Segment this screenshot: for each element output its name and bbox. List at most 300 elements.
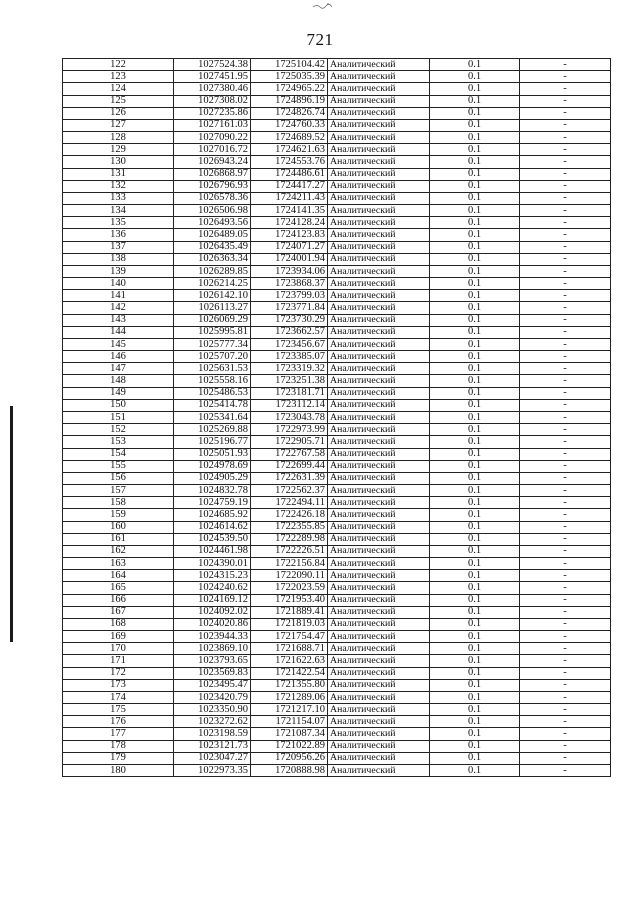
- y-coordinate-cell: 1724896.19: [251, 95, 328, 107]
- point-number-cell: 159: [63, 509, 174, 521]
- table-row: [63, 424, 611, 436]
- point-number-cell: 124: [63, 83, 174, 95]
- table-row: [63, 338, 611, 350]
- point-number-cell: 139: [63, 265, 174, 277]
- x-coordinate-cell: 1025051.93: [174, 448, 251, 460]
- table-row: [63, 241, 611, 253]
- accuracy-cell: 0.1: [430, 351, 520, 363]
- table-row: [63, 180, 611, 192]
- x-coordinate-cell: 1025777.34: [174, 338, 251, 350]
- x-coordinate-cell: 1027308.02: [174, 95, 251, 107]
- y-coordinate-cell: 1721022.89: [251, 740, 328, 752]
- y-coordinate-cell: 1721688.71: [251, 643, 328, 655]
- y-coordinate-cell: 1722090.11: [251, 570, 328, 582]
- note-cell: -: [520, 764, 611, 776]
- note-cell: -: [520, 144, 611, 156]
- y-coordinate-cell: 1721289.06: [251, 691, 328, 703]
- x-coordinate-cell: 1023121.73: [174, 740, 251, 752]
- note-cell: -: [520, 71, 611, 83]
- x-coordinate-cell: 1027090.22: [174, 132, 251, 144]
- note-cell: -: [520, 338, 611, 350]
- y-coordinate-cell: 1724621.63: [251, 144, 328, 156]
- table-row: [63, 375, 611, 387]
- point-number-cell: 148: [63, 375, 174, 387]
- binding-margin-line: [10, 406, 13, 642]
- note-cell: -: [520, 95, 611, 107]
- y-coordinate-cell: 1724760.33: [251, 119, 328, 131]
- point-number-cell: 123: [63, 71, 174, 83]
- y-coordinate-cell: 1724211.43: [251, 192, 328, 204]
- x-coordinate-cell: 1025558.16: [174, 375, 251, 387]
- point-number-cell: 134: [63, 205, 174, 217]
- y-coordinate-cell: 1723319.32: [251, 363, 328, 375]
- table-row: [63, 679, 611, 691]
- accuracy-cell: 0.1: [430, 132, 520, 144]
- table-row: [63, 460, 611, 472]
- x-coordinate-cell: 1023495.47: [174, 679, 251, 691]
- accuracy-cell: 0.1: [430, 314, 520, 326]
- accuracy-cell: 0.1: [430, 691, 520, 703]
- accuracy-cell: 0.1: [430, 740, 520, 752]
- table-row: [63, 192, 611, 204]
- note-cell: -: [520, 107, 611, 119]
- method-cell: Аналитический: [328, 180, 430, 192]
- method-cell: Аналитический: [328, 521, 430, 533]
- method-cell: Аналитический: [328, 156, 430, 168]
- method-cell: Аналитический: [328, 192, 430, 204]
- point-number-cell: 141: [63, 290, 174, 302]
- method-cell: Аналитический: [328, 253, 430, 265]
- note-cell: -: [520, 83, 611, 95]
- method-cell: Аналитический: [328, 558, 430, 570]
- table-row: [63, 704, 611, 716]
- accuracy-cell: 0.1: [430, 411, 520, 423]
- note-cell: -: [520, 229, 611, 241]
- x-coordinate-cell: 1022973.35: [174, 764, 251, 776]
- table-row: [63, 411, 611, 423]
- method-cell: Аналитический: [328, 704, 430, 716]
- y-coordinate-cell: 1721355.80: [251, 679, 328, 691]
- accuracy-cell: 0.1: [430, 302, 520, 314]
- note-cell: -: [520, 485, 611, 497]
- method-cell: Аналитический: [328, 314, 430, 326]
- accuracy-cell: 0.1: [430, 363, 520, 375]
- note-cell: -: [520, 594, 611, 606]
- note-cell: -: [520, 217, 611, 229]
- x-coordinate-cell: 1026493.56: [174, 217, 251, 229]
- note-cell: -: [520, 460, 611, 472]
- x-coordinate-cell: 1023198.59: [174, 728, 251, 740]
- x-coordinate-cell: 1024461.98: [174, 545, 251, 557]
- note-cell: -: [520, 314, 611, 326]
- table-row: [63, 229, 611, 241]
- method-cell: Аналитический: [328, 655, 430, 667]
- x-coordinate-cell: 1025414.78: [174, 399, 251, 411]
- method-cell: Аналитический: [328, 679, 430, 691]
- y-coordinate-cell: 1721889.41: [251, 606, 328, 618]
- table-row: [63, 521, 611, 533]
- note-cell: -: [520, 132, 611, 144]
- x-coordinate-cell: 1026142.10: [174, 290, 251, 302]
- y-coordinate-cell: 1723799.03: [251, 290, 328, 302]
- accuracy-cell: 0.1: [430, 764, 520, 776]
- method-cell: Аналитический: [328, 533, 430, 545]
- table-row: [63, 265, 611, 277]
- accuracy-cell: 0.1: [430, 119, 520, 131]
- accuracy-cell: 0.1: [430, 533, 520, 545]
- table-row: [63, 144, 611, 156]
- table-row: [63, 59, 611, 71]
- point-number-cell: 143: [63, 314, 174, 326]
- table-row: [63, 606, 611, 618]
- point-number-cell: 145: [63, 338, 174, 350]
- method-cell: Аналитический: [328, 740, 430, 752]
- x-coordinate-cell: 1024978.69: [174, 460, 251, 472]
- point-number-cell: 167: [63, 606, 174, 618]
- x-coordinate-cell: 1024685.92: [174, 509, 251, 521]
- x-coordinate-cell: 1027016.72: [174, 144, 251, 156]
- note-cell: -: [520, 752, 611, 764]
- note-cell: -: [520, 655, 611, 667]
- method-cell: Аналитический: [328, 278, 430, 290]
- point-number-cell: 154: [63, 448, 174, 460]
- method-cell: Аналитический: [328, 582, 430, 594]
- x-coordinate-cell: 1023569.83: [174, 667, 251, 679]
- method-cell: Аналитический: [328, 363, 430, 375]
- y-coordinate-cell: 1721217.10: [251, 704, 328, 716]
- point-number-cell: 168: [63, 618, 174, 630]
- note-cell: -: [520, 521, 611, 533]
- y-coordinate-cell: 1725104.42: [251, 59, 328, 71]
- method-cell: Аналитический: [328, 764, 430, 776]
- method-cell: Аналитический: [328, 71, 430, 83]
- table-row: [63, 95, 611, 107]
- table-row: [63, 618, 611, 630]
- table-row: [63, 387, 611, 399]
- note-cell: -: [520, 558, 611, 570]
- y-coordinate-cell: 1723251.38: [251, 375, 328, 387]
- note-cell: -: [520, 424, 611, 436]
- accuracy-cell: 0.1: [430, 59, 520, 71]
- note-cell: -: [520, 728, 611, 740]
- x-coordinate-cell: 1024614.62: [174, 521, 251, 533]
- accuracy-cell: 0.1: [430, 545, 520, 557]
- note-cell: -: [520, 509, 611, 521]
- table-row: [63, 253, 611, 265]
- point-number-cell: 135: [63, 217, 174, 229]
- table-row: [63, 558, 611, 570]
- table-row: [63, 764, 611, 776]
- point-number-cell: 171: [63, 655, 174, 667]
- note-cell: -: [520, 570, 611, 582]
- note-cell: -: [520, 387, 611, 399]
- note-cell: -: [520, 643, 611, 655]
- accuracy-cell: 0.1: [430, 570, 520, 582]
- table-row: [63, 472, 611, 484]
- accuracy-cell: 0.1: [430, 107, 520, 119]
- y-coordinate-cell: 1721154.07: [251, 716, 328, 728]
- note-cell: -: [520, 704, 611, 716]
- y-coordinate-cell: 1722494.11: [251, 497, 328, 509]
- accuracy-cell: 0.1: [430, 509, 520, 521]
- method-cell: Аналитический: [328, 545, 430, 557]
- accuracy-cell: 0.1: [430, 375, 520, 387]
- method-cell: Аналитический: [328, 631, 430, 643]
- point-number-cell: 174: [63, 691, 174, 703]
- point-number-cell: 158: [63, 497, 174, 509]
- x-coordinate-cell: 1026578.36: [174, 192, 251, 204]
- point-number-cell: 161: [63, 533, 174, 545]
- x-coordinate-cell: 1024315.23: [174, 570, 251, 582]
- note-cell: -: [520, 691, 611, 703]
- method-cell: Аналитический: [328, 485, 430, 497]
- point-number-cell: 131: [63, 168, 174, 180]
- method-cell: Аналитический: [328, 351, 430, 363]
- y-coordinate-cell: 1722289.98: [251, 533, 328, 545]
- point-number-cell: 160: [63, 521, 174, 533]
- y-coordinate-cell: 1723385.07: [251, 351, 328, 363]
- x-coordinate-cell: 1024759.19: [174, 497, 251, 509]
- method-cell: Аналитический: [328, 618, 430, 630]
- method-cell: Аналитический: [328, 83, 430, 95]
- y-coordinate-cell: 1724417.27: [251, 180, 328, 192]
- point-number-cell: 180: [63, 764, 174, 776]
- x-coordinate-cell: 1025196.77: [174, 436, 251, 448]
- note-cell: -: [520, 472, 611, 484]
- accuracy-cell: 0.1: [430, 594, 520, 606]
- accuracy-cell: 0.1: [430, 205, 520, 217]
- table-row: [63, 716, 611, 728]
- x-coordinate-cell: 1025269.88: [174, 424, 251, 436]
- table-row: [63, 691, 611, 703]
- accuracy-cell: 0.1: [430, 71, 520, 83]
- table-row: [63, 655, 611, 667]
- x-coordinate-cell: 1024169.12: [174, 594, 251, 606]
- point-number-cell: 142: [63, 302, 174, 314]
- x-coordinate-cell: 1023047.27: [174, 752, 251, 764]
- note-cell: -: [520, 290, 611, 302]
- method-cell: Аналитический: [328, 59, 430, 71]
- x-coordinate-cell: 1027380.46: [174, 83, 251, 95]
- y-coordinate-cell: 1723112.14: [251, 399, 328, 411]
- method-cell: Аналитический: [328, 509, 430, 521]
- accuracy-cell: 0.1: [430, 387, 520, 399]
- method-cell: Аналитический: [328, 606, 430, 618]
- accuracy-cell: 0.1: [430, 460, 520, 472]
- note-cell: -: [520, 533, 611, 545]
- accuracy-cell: 0.1: [430, 716, 520, 728]
- x-coordinate-cell: 1025631.53: [174, 363, 251, 375]
- method-cell: Аналитический: [328, 460, 430, 472]
- x-coordinate-cell: 1023420.79: [174, 691, 251, 703]
- point-number-cell: 136: [63, 229, 174, 241]
- y-coordinate-cell: 1722562.37: [251, 485, 328, 497]
- y-coordinate-cell: 1720888.98: [251, 764, 328, 776]
- point-number-cell: 151: [63, 411, 174, 423]
- accuracy-cell: 0.1: [430, 424, 520, 436]
- accuracy-cell: 0.1: [430, 704, 520, 716]
- x-coordinate-cell: 1026435.49: [174, 241, 251, 253]
- accuracy-cell: 0.1: [430, 643, 520, 655]
- y-coordinate-cell: 1723662.57: [251, 326, 328, 338]
- method-cell: Аналитический: [328, 643, 430, 655]
- table-row: [63, 302, 611, 314]
- method-cell: Аналитический: [328, 594, 430, 606]
- x-coordinate-cell: 1026363.34: [174, 253, 251, 265]
- point-number-cell: 166: [63, 594, 174, 606]
- y-coordinate-cell: 1722023.59: [251, 582, 328, 594]
- x-coordinate-cell: 1024539.50: [174, 533, 251, 545]
- method-cell: Аналитический: [328, 302, 430, 314]
- y-coordinate-cell: 1721087.34: [251, 728, 328, 740]
- y-coordinate-cell: 1722426.18: [251, 509, 328, 521]
- table-row: [63, 582, 611, 594]
- x-coordinate-cell: 1026113.27: [174, 302, 251, 314]
- table-row: [63, 83, 611, 95]
- note-cell: -: [520, 278, 611, 290]
- y-coordinate-cell: 1724123.83: [251, 229, 328, 241]
- note-cell: -: [520, 411, 611, 423]
- table-row: [63, 533, 611, 545]
- method-cell: Аналитический: [328, 448, 430, 460]
- method-cell: Аналитический: [328, 144, 430, 156]
- note-cell: -: [520, 253, 611, 265]
- y-coordinate-cell: 1722631.39: [251, 472, 328, 484]
- note-cell: -: [520, 436, 611, 448]
- x-coordinate-cell: 1024832.78: [174, 485, 251, 497]
- point-number-cell: 153: [63, 436, 174, 448]
- coordinates-table: [62, 58, 611, 777]
- method-cell: Аналитический: [328, 375, 430, 387]
- point-number-cell: 176: [63, 716, 174, 728]
- x-coordinate-cell: 1024092.02: [174, 606, 251, 618]
- method-cell: Аналитический: [328, 326, 430, 338]
- method-cell: Аналитический: [328, 716, 430, 728]
- x-coordinate-cell: 1023272.62: [174, 716, 251, 728]
- x-coordinate-cell: 1027524.38: [174, 59, 251, 71]
- y-coordinate-cell: 1721953.40: [251, 594, 328, 606]
- accuracy-cell: 0.1: [430, 241, 520, 253]
- accuracy-cell: 0.1: [430, 265, 520, 277]
- accuracy-cell: 0.1: [430, 399, 520, 411]
- method-cell: Аналитический: [328, 728, 430, 740]
- accuracy-cell: 0.1: [430, 497, 520, 509]
- method-cell: Аналитический: [328, 436, 430, 448]
- x-coordinate-cell: 1024905.29: [174, 472, 251, 484]
- point-number-cell: 126: [63, 107, 174, 119]
- x-coordinate-cell: 1026796.93: [174, 180, 251, 192]
- scan-smudge: [312, 2, 336, 10]
- y-coordinate-cell: 1720956.26: [251, 752, 328, 764]
- page-number: 721: [306, 30, 334, 49]
- table-row: [63, 71, 611, 83]
- x-coordinate-cell: 1026943.24: [174, 156, 251, 168]
- x-coordinate-cell: 1027161.03: [174, 119, 251, 131]
- y-coordinate-cell: 1723181.71: [251, 387, 328, 399]
- y-coordinate-cell: 1723868.37: [251, 278, 328, 290]
- table-row: [63, 107, 611, 119]
- point-number-cell: 129: [63, 144, 174, 156]
- point-number-cell: 155: [63, 460, 174, 472]
- coordinates-table-body: [63, 59, 611, 777]
- note-cell: -: [520, 667, 611, 679]
- table-row: [63, 436, 611, 448]
- y-coordinate-cell: 1723730.29: [251, 314, 328, 326]
- method-cell: Аналитический: [328, 387, 430, 399]
- y-coordinate-cell: 1723771.84: [251, 302, 328, 314]
- note-cell: -: [520, 448, 611, 460]
- y-coordinate-cell: 1724128.24: [251, 217, 328, 229]
- point-number-cell: 164: [63, 570, 174, 582]
- x-coordinate-cell: 1026506.98: [174, 205, 251, 217]
- point-number-cell: 156: [63, 472, 174, 484]
- x-coordinate-cell: 1024390.01: [174, 558, 251, 570]
- accuracy-cell: 0.1: [430, 752, 520, 764]
- accuracy-cell: 0.1: [430, 168, 520, 180]
- accuracy-cell: 0.1: [430, 192, 520, 204]
- method-cell: Аналитический: [328, 119, 430, 131]
- accuracy-cell: 0.1: [430, 655, 520, 667]
- table-row: [63, 485, 611, 497]
- note-cell: -: [520, 119, 611, 131]
- note-cell: -: [520, 375, 611, 387]
- y-coordinate-cell: 1722767.58: [251, 448, 328, 460]
- accuracy-cell: 0.1: [430, 326, 520, 338]
- point-number-cell: 128: [63, 132, 174, 144]
- accuracy-cell: 0.1: [430, 485, 520, 497]
- accuracy-cell: 0.1: [430, 290, 520, 302]
- point-number-cell: 177: [63, 728, 174, 740]
- method-cell: Аналитический: [328, 338, 430, 350]
- accuracy-cell: 0.1: [430, 728, 520, 740]
- note-cell: -: [520, 168, 611, 180]
- point-number-cell: 130: [63, 156, 174, 168]
- y-coordinate-cell: 1721819.03: [251, 618, 328, 630]
- method-cell: Аналитический: [328, 107, 430, 119]
- point-number-cell: 165: [63, 582, 174, 594]
- note-cell: -: [520, 351, 611, 363]
- point-number-cell: 144: [63, 326, 174, 338]
- x-coordinate-cell: 1024240.62: [174, 582, 251, 594]
- method-cell: Аналитический: [328, 132, 430, 144]
- point-number-cell: 179: [63, 752, 174, 764]
- point-number-cell: 127: [63, 119, 174, 131]
- point-number-cell: 125: [63, 95, 174, 107]
- table-row: [63, 752, 611, 764]
- note-cell: -: [520, 545, 611, 557]
- y-coordinate-cell: 1724965.22: [251, 83, 328, 95]
- y-coordinate-cell: 1721622.63: [251, 655, 328, 667]
- note-cell: -: [520, 399, 611, 411]
- note-cell: -: [520, 180, 611, 192]
- method-cell: Аналитический: [328, 691, 430, 703]
- accuracy-cell: 0.1: [430, 144, 520, 156]
- note-cell: -: [520, 740, 611, 752]
- accuracy-cell: 0.1: [430, 667, 520, 679]
- table-row: [63, 728, 611, 740]
- x-coordinate-cell: 1023350.90: [174, 704, 251, 716]
- y-coordinate-cell: 1722226.51: [251, 545, 328, 557]
- note-cell: -: [520, 497, 611, 509]
- x-coordinate-cell: 1023869.10: [174, 643, 251, 655]
- x-coordinate-cell: 1023793.65: [174, 655, 251, 667]
- table-row: [63, 326, 611, 338]
- table-row: [63, 509, 611, 521]
- accuracy-cell: 0.1: [430, 217, 520, 229]
- method-cell: Аналитический: [328, 399, 430, 411]
- y-coordinate-cell: 1721422.54: [251, 667, 328, 679]
- note-cell: -: [520, 59, 611, 71]
